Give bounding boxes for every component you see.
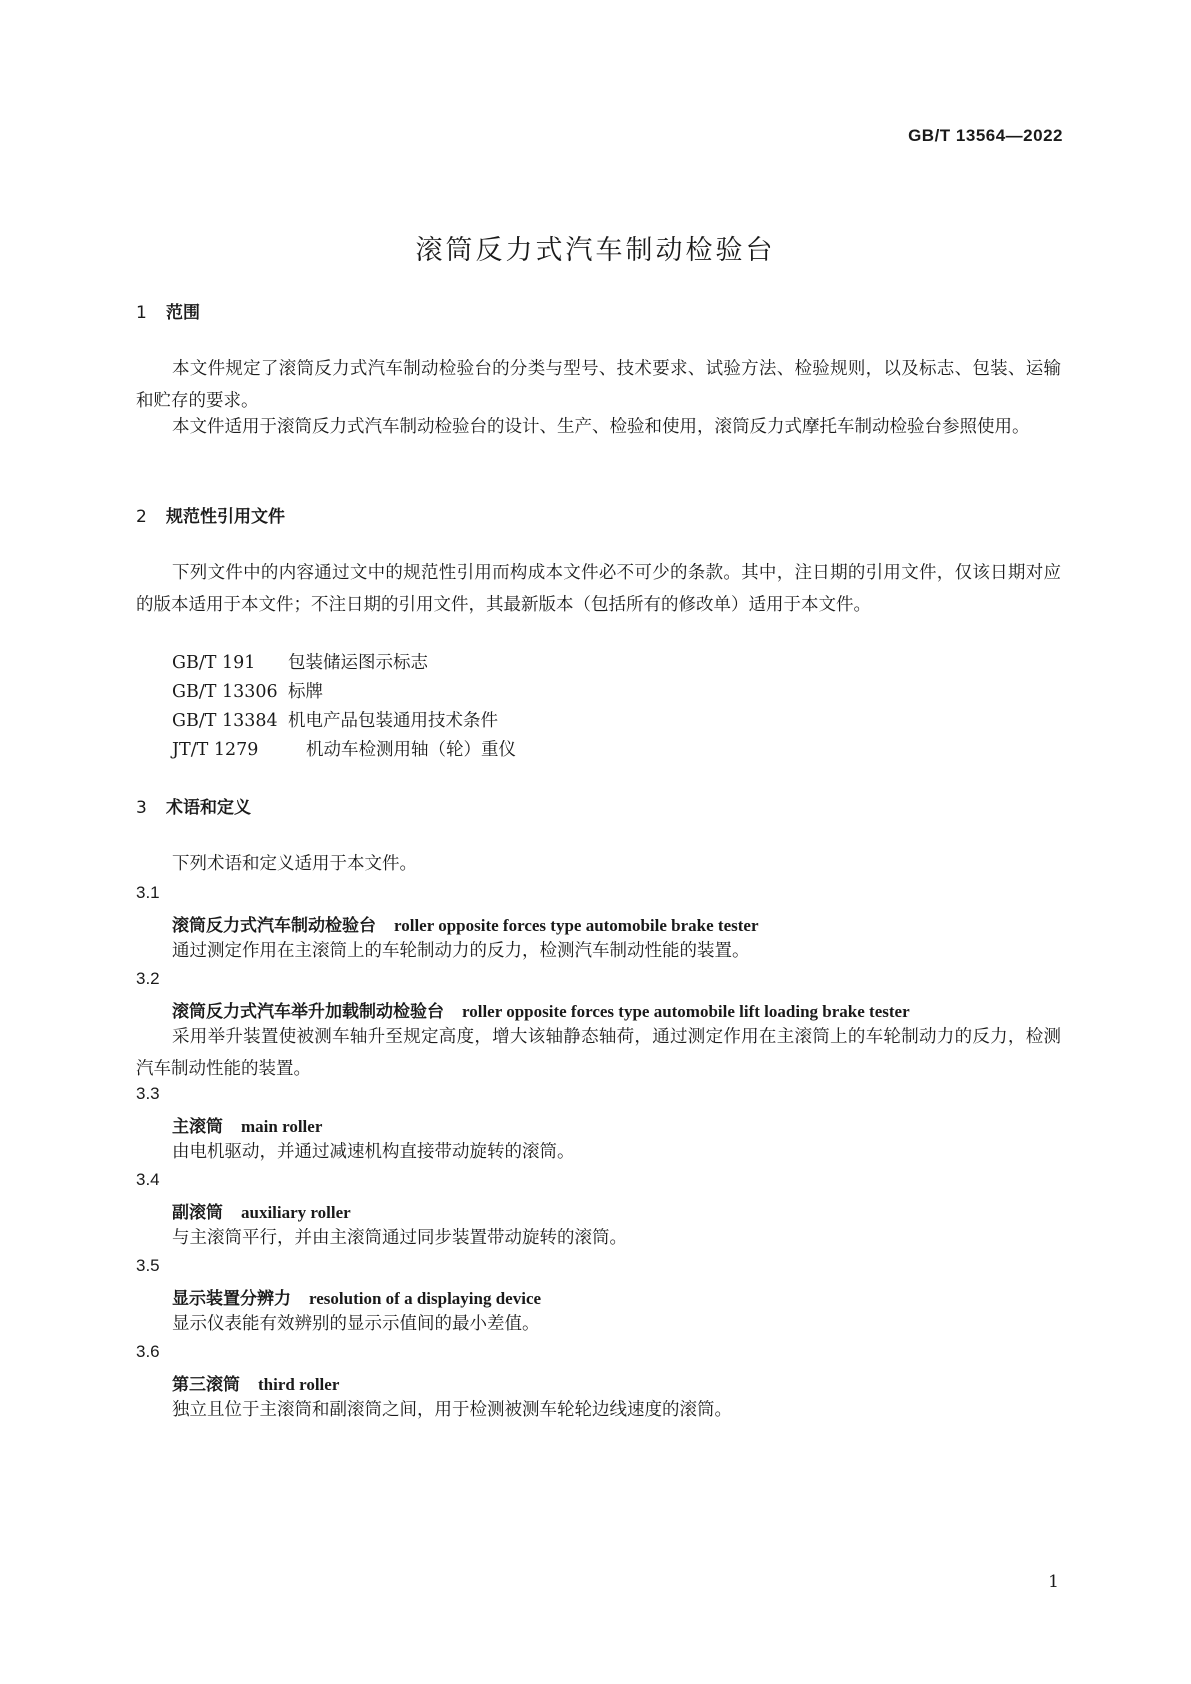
reference-title: 标牌 — [288, 682, 323, 702]
term-definition: 采用举升装置使被测车轴升至规定高度，增大该轴静态轴荷，通过测定作用在主滚筒上的车轮制动力的反力，检测汽车制动性能的装置。 — [136, 1027, 1061, 1079]
term-name-zh: 第三滚筒 — [172, 1375, 240, 1395]
term-name — [172, 1112, 322, 1137]
page-number: 1 — [1048, 1572, 1059, 1592]
term-name-en: third roller — [258, 1375, 340, 1394]
term-definition: 独立且位于主滚筒和副滚筒之间，用于检测被测车轮轮边线速度的滚筒。 — [172, 1400, 732, 1420]
section-3-heading — [136, 793, 251, 818]
reference-title: 包装储运图示标志 — [288, 653, 428, 673]
reference-code: GB/T 13384 — [172, 711, 278, 731]
reference-code: GB/T 191 — [172, 653, 256, 673]
term-name-en: roller opposite forces type automobile lift loading brake tester — [462, 1002, 910, 1021]
term-definition: 与主滚筒平行，并由主滚筒通过同步装置带动旋转的滚筒。 — [172, 1228, 627, 1248]
term-name-zh: 滚筒反力式汽车制动检验台 — [172, 916, 376, 936]
document-title: 滚筒反力式汽车制动检验台 — [415, 235, 776, 266]
reference-item — [172, 678, 323, 703]
term-name-en: main roller — [241, 1117, 323, 1136]
scope-paragraph-2: 本文件适用于滚筒反力式汽车制动检验台的设计、生产、检验和使用，滚筒反力式摩托车制动检验台参照使用。 — [172, 417, 1030, 437]
term-number: 3.1 — [136, 883, 160, 902]
term-name — [172, 1370, 339, 1395]
term-number: 3.2 — [136, 969, 160, 988]
term-name — [172, 1284, 541, 1309]
term-name-en: roller opposite forces type automobile brake tester — [394, 916, 759, 935]
term-name-zh: 滚筒反力式汽车举升加载制动检验台 — [172, 1002, 444, 1022]
reference-title: 机动车检测用轴（轮）重仪 — [306, 740, 516, 760]
section-title: 范围 — [166, 303, 200, 323]
reference-item — [172, 649, 428, 674]
section-number: 2 — [136, 507, 147, 527]
term-number: 3.3 — [136, 1084, 160, 1103]
term-number: 3.5 — [136, 1256, 160, 1275]
term-name-zh: 显示装置分辨力 — [172, 1289, 291, 1309]
reference-code: JT/T 1279 — [172, 740, 259, 760]
reference-code: GB/T 13306 — [172, 682, 278, 702]
section-2-heading — [136, 502, 285, 527]
standard-id: GB/T 13564—2022 — [908, 126, 1063, 145]
term-name-zh: 主滚筒 — [172, 1117, 223, 1137]
term-name-en: resolution of a displaying device — [309, 1289, 542, 1308]
section-number: 1 — [136, 303, 147, 323]
reference-title: 机电产品包装通用技术条件 — [288, 711, 498, 731]
term-definition: 通过测定作用在主滚筒上的车轮制动力的反力，检测汽车制动性能的装置。 — [172, 941, 750, 961]
scope-paragraph-1: 本文件规定了滚筒反力式汽车制动检验台的分类与型号、技术要求、试验方法、检验规则，以及标志、包装、运输和贮存的要求。 — [136, 359, 1061, 411]
term-name — [172, 1198, 351, 1223]
term-number: 3.4 — [136, 1170, 160, 1189]
term-name-en: auxiliary roller — [241, 1203, 351, 1222]
term-definition: 显示仪表能有效辨别的显示示值间的最小差值。 — [172, 1314, 540, 1334]
section-number: 3 — [136, 798, 147, 818]
section-title: 规范性引用文件 — [166, 507, 285, 527]
reference-item — [172, 707, 498, 732]
term-number: 3.6 — [136, 1342, 160, 1361]
term-name-zh: 副滚筒 — [172, 1203, 223, 1223]
reference-item — [172, 736, 516, 761]
term-definition: 由电机驱动，并通过减速机构直接带动旋转的滚筒。 — [172, 1142, 575, 1162]
normative-references-intro: 下列文件中的内容通过文中的规范性引用而构成本文件必不可少的条款。其中，注日期的引用文件，仅该日期对应的版本适用于本文件；不注日期的引用文件，其最新版本（包括所有的修改单）适用于本文件。 — [136, 563, 1061, 615]
term-name — [172, 911, 759, 936]
terms-intro: 下列术语和定义适用于本文件。 — [172, 854, 417, 874]
section-title: 术语和定义 — [166, 798, 251, 818]
term-name — [172, 997, 910, 1022]
section-1-heading — [136, 298, 200, 323]
